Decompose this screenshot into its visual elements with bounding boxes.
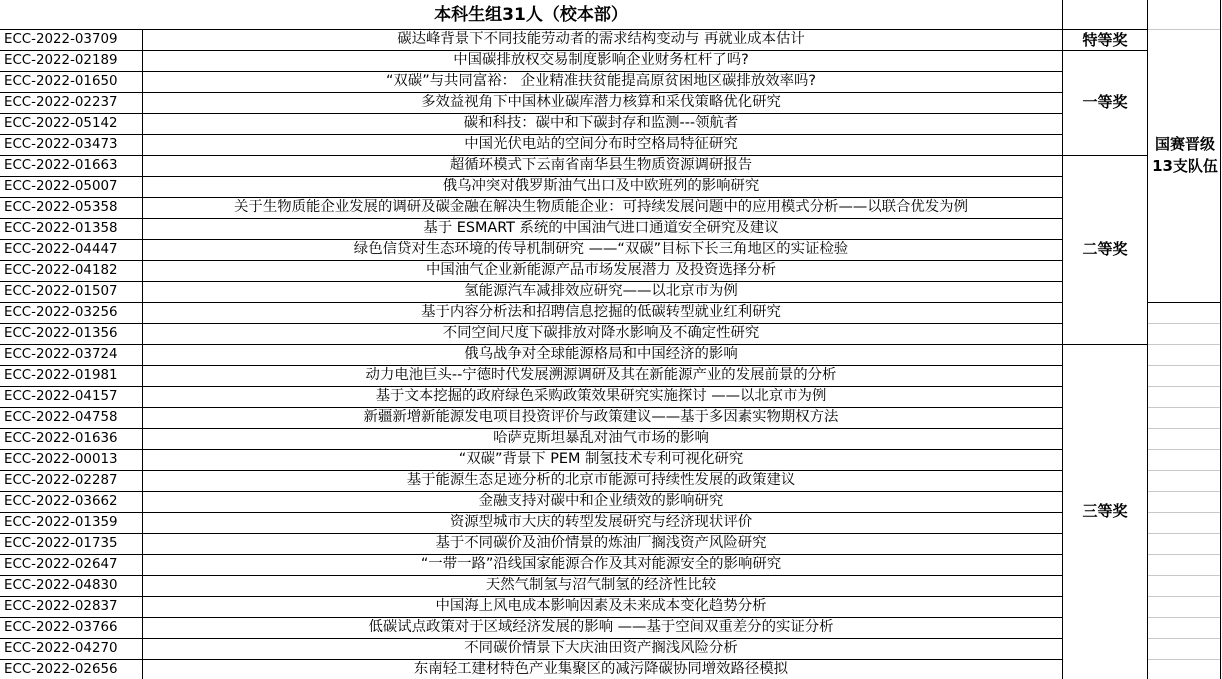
table-row xyxy=(0,92,1062,114)
project-title: 基于内容分析法和招聘信息挖掘的低碳转型就业红利研究 xyxy=(421,304,781,320)
project-title: “双碳”与共同富裕： 企业精准扶贫能提高原贫困地区碳排放效率吗? xyxy=(385,73,817,89)
entry-id: ECC-2022-03766 xyxy=(4,620,118,635)
entry-id: ECC-2022-01358 xyxy=(4,221,118,236)
gridline-note-13 xyxy=(1148,533,1220,534)
entry-id: ECC-2022-01636 xyxy=(4,431,118,446)
gridline-note-1 xyxy=(1148,29,1220,30)
table-row xyxy=(0,638,1062,660)
table-row xyxy=(0,512,1062,534)
grid-line-col-3 xyxy=(1147,0,1148,679)
table-row xyxy=(0,197,1062,219)
table-row xyxy=(0,239,1062,261)
entry-id: ECC-2022-04758 xyxy=(4,410,118,425)
entry-id: ECC-2022-03709 xyxy=(4,32,118,47)
table-row xyxy=(0,491,1062,513)
table-row xyxy=(0,323,1062,345)
project-title: 基于能源生态足迹分析的北京市能源可持续性发展的政策建议 xyxy=(406,472,796,488)
table-row xyxy=(0,302,1062,324)
project-title: 低碳试点政策对于区域经济发展的影响 ——基于空间双重差分的实证分析 xyxy=(368,619,834,635)
title-row xyxy=(0,0,1062,30)
entry-id: ECC-2022-04447 xyxy=(4,242,118,257)
table-row xyxy=(0,260,1062,282)
entry-id: ECC-2022-01507 xyxy=(4,284,118,299)
project-title: 资源型城市大庆的转型发展研究与经济现状评价 xyxy=(449,514,753,530)
table-row xyxy=(0,50,1062,72)
gridline-note-17 xyxy=(1148,617,1220,618)
gridline-note-7 xyxy=(1148,407,1220,408)
table-row xyxy=(0,554,1062,576)
entry-id: ECC-2022-02656 xyxy=(4,662,118,677)
award-third-label: 三等奖 xyxy=(1082,502,1128,520)
entry-id: ECC-2022-04182 xyxy=(4,263,118,278)
project-title: “一带一路”沿线国家能源合作及其对能源安全的影响研究 xyxy=(420,556,782,572)
entry-id: ECC-2022-01650 xyxy=(4,74,118,89)
gridline-note-10 xyxy=(1148,470,1220,471)
entry-id: ECC-2022-02237 xyxy=(4,95,118,110)
project-title: 氢能源汽车减排效应研究——以北京市为例 xyxy=(464,283,738,299)
project-title: 俄乌冲突对俄罗斯油气出口及中欧班列的影响研究 xyxy=(442,178,760,194)
table-row xyxy=(0,470,1062,492)
table-row xyxy=(0,155,1062,177)
entry-id: ECC-2022-01981 xyxy=(4,368,118,383)
gridline-note-5 xyxy=(1148,365,1220,366)
gridline-note-18 xyxy=(1148,638,1220,639)
entry-id: ECC-2022-04270 xyxy=(4,641,118,656)
table-row xyxy=(0,281,1062,303)
entry-id: ECC-2022-03724 xyxy=(4,347,118,362)
project-title: 基于文本挖掘的政府绿色采购政策效果研究实施探讨 ——以北京市为例 xyxy=(375,388,827,404)
project-title: 关于生物质能企业发展的调研及碳金融在解决生物质能企业：可持续发展问题中的应用模式分析——以联合优发为例 xyxy=(234,199,968,215)
table-row xyxy=(0,407,1062,429)
award-second-label: 二等奖 xyxy=(1082,240,1128,258)
project-title: 碳达峰背景下不同技能劳动者的需求结构变动与 再就业成本估计 xyxy=(397,31,805,47)
gridline-note-14 xyxy=(1148,554,1220,555)
table-row xyxy=(0,428,1062,450)
entry-id: ECC-2022-05007 xyxy=(4,179,118,194)
entry-id: ECC-2022-01735 xyxy=(4,536,118,551)
table-row xyxy=(0,29,1062,51)
table-row xyxy=(0,659,1062,678)
grid-line-col-4 xyxy=(1220,0,1221,679)
entry-id: ECC-2022-04830 xyxy=(4,578,118,593)
entry-id: ECC-2022-01356 xyxy=(4,326,118,341)
project-title: 动力电池巨头--宁德时代发展溯源调研及其在新能源产业的发展前景的分析 xyxy=(365,367,837,383)
table-row xyxy=(0,176,1062,198)
table-row xyxy=(0,617,1062,639)
project-title: 多效益视角下中国林业碳库潜力核算和采伐策略优化研究 xyxy=(421,94,781,110)
award-second-bottom-line xyxy=(1063,344,1147,345)
table-row xyxy=(0,575,1062,597)
table-row xyxy=(0,449,1062,471)
project-title: 中国油气企业新能源产品市场发展潜力 及投资选择分析 xyxy=(426,262,776,278)
sheet-title: 本科生组31人（校本部） xyxy=(434,5,628,25)
gridline-note-6 xyxy=(1148,386,1220,387)
table-row xyxy=(0,386,1062,408)
entry-id: ECC-2022-03473 xyxy=(4,137,118,152)
project-title: 东南轻工建材特色产业集聚区的减污降碳协同增效路径模拟 xyxy=(413,661,789,677)
project-title: 不同碳价情景下大庆油田资产搁浅风险分析 xyxy=(464,640,738,656)
gridline-note-8 xyxy=(1148,428,1220,429)
table-row xyxy=(0,344,1062,366)
table-row xyxy=(0,218,1062,240)
gridline-note-2 xyxy=(1148,302,1220,303)
project-title: 中国海上风电成本影响因素及未来成本变化趋势分析 xyxy=(435,598,767,614)
entry-id: ECC-2022-02189 xyxy=(4,53,118,68)
entry-id: ECC-2022-02647 xyxy=(4,557,118,572)
table-row xyxy=(0,113,1062,135)
project-title: 天然气制氢与沼气制氢的经济性比较 xyxy=(485,577,717,593)
project-title: 新疆新增新能源发电项目投资评价与政策建议——基于多因素实物期权方法 xyxy=(363,409,839,425)
gridline-note-16 xyxy=(1148,596,1220,597)
project-title: 中国碳排放权交易制度影响企业财务杠杆了吗? xyxy=(453,52,749,68)
award-first-bottom-line xyxy=(1063,155,1147,156)
project-title: 基于不同碳价及油价情景的炼油厂搁浅资产风险研究 xyxy=(435,535,767,551)
project-title: 绿色信贷对生态环境的传导机制研究 ——“双碳”目标下长三角地区的实证检验 xyxy=(353,241,849,257)
entry-id: ECC-2022-02837 xyxy=(4,599,118,614)
entry-id: ECC-2022-00013 xyxy=(4,452,118,467)
entry-id: ECC-2022-05142 xyxy=(4,116,118,131)
entry-id: ECC-2022-01359 xyxy=(4,515,118,530)
gridline-note-3 xyxy=(1148,323,1220,324)
project-title: 哈萨克斯坦暴乱对油气市场的影响 xyxy=(493,430,709,446)
entry-id: ECC-2022-02287 xyxy=(4,473,118,488)
entry-id: ECC-2022-05358 xyxy=(4,200,118,215)
project-title: “双碳”背景下 PEM 制氢技术专利可视化研究 xyxy=(458,451,744,467)
gridline-note-19 xyxy=(1148,659,1220,660)
table-row xyxy=(0,533,1062,555)
award-special-label: 特等奖 xyxy=(1082,31,1128,49)
gridline-note-4 xyxy=(1148,344,1220,345)
table-row xyxy=(0,365,1062,387)
award-first-label: 一等奖 xyxy=(1082,93,1128,111)
entry-id: ECC-2022-03256 xyxy=(4,305,118,320)
table-row xyxy=(0,134,1062,156)
entry-id: ECC-2022-03662 xyxy=(4,494,118,509)
gridline-note-15 xyxy=(1148,575,1220,576)
project-title: 超循环模式下云南省南华县生物质资源调研报告 xyxy=(449,157,753,173)
project-title: 金融支持对碳中和企业绩效的影响研究 xyxy=(478,493,724,509)
project-title: 不同空间尺度下碳排放对降水影响及不确定性研究 xyxy=(442,325,760,341)
table-row xyxy=(0,596,1062,618)
table-row xyxy=(0,71,1062,93)
project-title: 中国光伏电站的空间分布时空格局特征研究 xyxy=(464,136,738,152)
national-qualification-note: 国赛晋级13支队伍 xyxy=(1152,135,1218,175)
entry-id: ECC-2022-04157 xyxy=(4,389,118,404)
gridline-note-11 xyxy=(1148,491,1220,492)
gridline-note-9 xyxy=(1148,449,1220,450)
project-title: 碳和科技：碳中和下碳封存和监测---领航者 xyxy=(463,115,739,131)
gridline-note-12 xyxy=(1148,512,1220,513)
project-title: 基于 ESMART 系统的中国油气进口通道安全研究及建议 xyxy=(423,220,779,236)
award-special-bottom-line xyxy=(1063,50,1147,51)
entry-id: ECC-2022-01663 xyxy=(4,158,118,173)
project-title: 俄乌战争对全球能源格局和中国经济的影响 xyxy=(464,346,738,362)
